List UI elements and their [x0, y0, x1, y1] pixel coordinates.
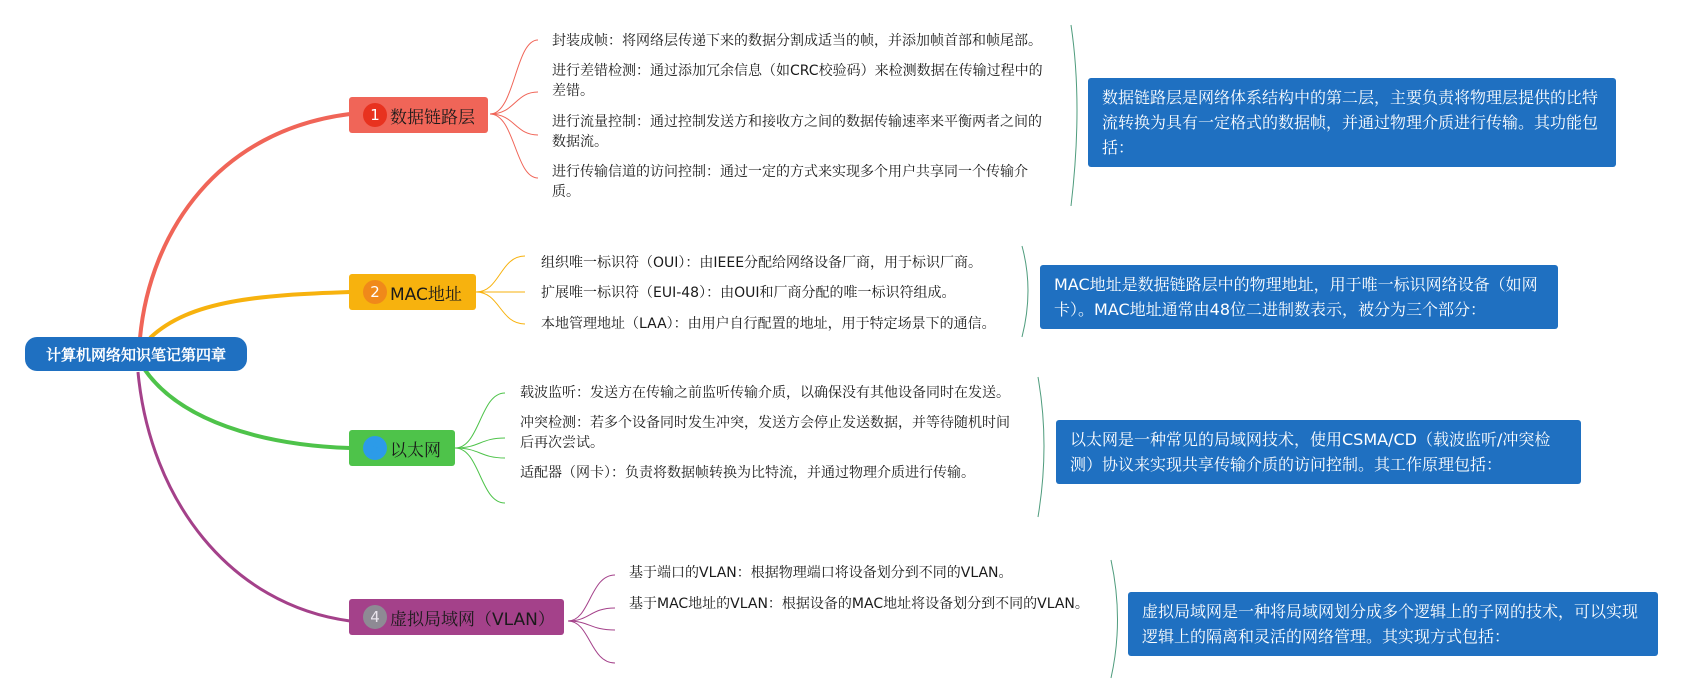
leaf-connector-3-4 [455, 448, 505, 503]
leaf-connector-3-1 [455, 393, 505, 448]
summary-bracket-4 [1111, 560, 1118, 678]
leaf-connector-2-3 [476, 292, 525, 324]
leaf-item-4-1: 基于端口的VLAN：根据物理端口将设备划分到不同的VLAN。 [629, 565, 1013, 581]
branch-label-4: 虚拟局域网（VLAN） [390, 609, 555, 630]
leaf-item-1-1: 封装成帧：将网络层传递下来的数据分割成适当的帧，并添加帧首部和帧尾部。 [552, 33, 1042, 49]
branch-topic-2[interactable] [349, 274, 476, 310]
leaf-connector-1-1 [490, 40, 538, 114]
root-topic[interactable] [25, 337, 247, 371]
description-box-2: MAC地址是数据链路层中的物理地址，用于唯一标识网络设备（如网卡）。MAC地址通常由48位二进制数表示，被分为三个部分： [1040, 265, 1558, 329]
summary-bracket-3 [1038, 377, 1044, 517]
leaf-item-2-1: 组织唯一标识符（OUI）：由IEEE分配给网络设备厂商，用于标识厂商。 [541, 255, 983, 271]
branch-label-3: 以太网 [390, 440, 441, 461]
description-box-4: 虚拟局域网是一种将局域网划分成多个逻辑上的子网的技术，可以实现逻辑上的隔离和灵活的网络管理。其实现方式包括： [1128, 592, 1658, 656]
leaf-item-3-2: 冲突检测：若多个设备同时发生冲突，发送方会停止发送数据，并等待随机时间后再次尝试。 [520, 415, 1010, 451]
leaf-item-3-3: 适配器（网卡）：负责将数据帧转换为比特流，并通过物理介质进行传输。 [520, 465, 975, 481]
description-box-3: 以太网是一种常见的局域网技术，使用CSMA/CD（载波监听/冲突检测）协议来实现共享传输介质的访问控制。其工作原理包括： [1056, 420, 1581, 484]
branch-label-2: MAC地址 [390, 284, 462, 305]
leaf-item-2-2: 扩展唯一标识符（EUI-48）：由OUI和厂商分配的唯一标识符组成。 [541, 285, 956, 301]
number-badge-4: 4 [363, 605, 387, 629]
branch-topic-3[interactable] [349, 430, 455, 466]
summary-bracket-1 [1071, 25, 1077, 206]
number-badge-3: 3 [363, 436, 387, 460]
description-box-1: 数据链路层是网络体系结构中的第二层，主要负责将物理层提供的比特流转换为具有一定格式的数据帧，并通过物理介质进行传输。其功能包括： [1088, 78, 1616, 167]
leaf-item-1-2: 进行差错检测：通过添加冗余信息（如CRC校验码）来检测数据在传输过程中的差错。 [552, 63, 1043, 99]
leaf-item-1-4: 进行传输信道的访问控制：通过一定的方式来实现多个用户共享同一个传输介质。 [552, 164, 1028, 200]
leaf-item-3-1: 载波监听：发送方在传输之前监听传输介质，以确保没有其他设备同时在发送。 [520, 385, 1010, 401]
summary-bracket-2 [1022, 246, 1028, 337]
leaf-connector-2-1 [476, 256, 525, 292]
branch-topic-1[interactable] [349, 97, 488, 133]
leaf-item-2-3: 本地管理地址（LAA）：由用户自行配置的地址，用于特定场景下的通信。 [541, 316, 996, 332]
root-connector-4 [138, 372, 350, 621]
leaf-connector-1-3 [490, 114, 538, 135]
root-topic-label: 计算机网络知识笔记第四章 [45, 345, 226, 364]
branch-label-1: 数据链路层 [390, 107, 475, 128]
number-badge-1: 1 [363, 103, 387, 127]
leaf-item-4-2: 基于MAC地址的VLAN：根据设备的MAC地址将设备划分到不同的VLAN。 [629, 596, 1089, 612]
number-badge-2: 2 [363, 280, 387, 304]
root-connector-2 [150, 292, 350, 338]
leaf-item-1-3: 进行流量控制：通过控制发送方和接收方之间的数据传输速率来平衡两者之间的数据流。 [552, 114, 1042, 150]
root-connector-1 [140, 114, 350, 338]
leaf-connector-4-4 [568, 621, 615, 663]
leaf-connector-1-2 [490, 92, 538, 114]
root-connector-3 [145, 370, 350, 448]
branch-topic-4[interactable] [349, 599, 564, 635]
